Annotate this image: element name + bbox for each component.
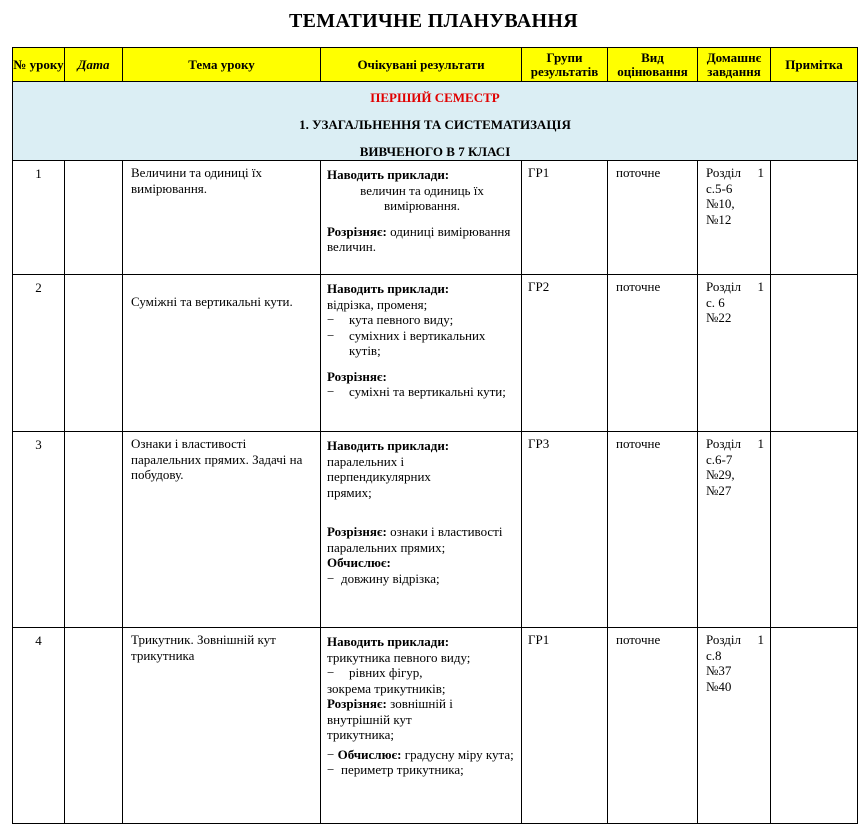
homework-line: №22 (706, 310, 732, 325)
homework-section-number: 1 (757, 436, 764, 451)
lesson-number: 1 (13, 161, 65, 275)
homework-line: №37 (706, 663, 732, 678)
examples-text: трикутника певного виду; (327, 649, 471, 665)
calculates-label: Обчислює: (327, 555, 391, 570)
distinguishes-text: одиниці вимірювання величин. (327, 223, 511, 254)
semester-name: ПЕРШИЙ СЕМЕСТР (370, 90, 500, 105)
lesson-results (321, 628, 522, 824)
distinguishes-text: зовнішній і внутрішній кут трикутника; (327, 696, 453, 742)
lesson-date (65, 628, 123, 824)
header-eval: Вид оцінювання (608, 48, 698, 82)
homework-section-word: Розділ (706, 165, 742, 180)
lesson-date (65, 275, 123, 432)
calculates-item: − периметр трикутника; (327, 762, 464, 777)
header-homework: Домашнє завдання (698, 48, 771, 82)
dash-mark: − (327, 746, 335, 762)
lesson-results (321, 275, 522, 432)
lesson-note (771, 432, 858, 628)
homework-line: №12 (706, 211, 732, 227)
lesson-topic: Трикутник. Зовнішній кут трикутника (123, 628, 321, 824)
homework-line: №10, (706, 196, 735, 211)
evaluation-type: поточне (608, 432, 698, 628)
distinguishes-label: Розрізняє: (327, 524, 387, 539)
distinguishes-text: ознаки і властивості паралельних прямих; (327, 524, 503, 555)
evaluation-type: поточне (608, 275, 698, 432)
lesson-results (321, 432, 522, 628)
homework-line: с.6-7 (706, 451, 733, 467)
lesson-number: 3 (13, 432, 65, 628)
homework (698, 275, 771, 432)
dash-mark: − (327, 384, 335, 399)
evaluation-type: поточне (608, 628, 698, 824)
calculates-text: градусну міру кута; (404, 746, 514, 762)
examples-tail: зокрема трикутників; (327, 680, 446, 696)
examples-item: − кута певного виду; (327, 312, 454, 327)
homework-section-word: Розділ (706, 436, 742, 451)
lesson-number: 4 (13, 628, 65, 824)
distinguishes-line (327, 524, 517, 555)
distinguishes-label: Розрізняє: (327, 223, 387, 239)
homework-section-word: Розділ (706, 632, 742, 647)
lesson-topic: Ознаки і властивості паралельних прямих. Задачі на побудову. (123, 432, 321, 628)
table-row (13, 432, 858, 628)
examples-label: Наводить приклади: (327, 634, 450, 649)
homework-section-word: Розділ (706, 279, 742, 294)
calculates-item: − довжину відрізка; (327, 570, 440, 586)
table-row (13, 161, 858, 275)
homework (698, 161, 771, 275)
dash-mark: − (327, 327, 335, 343)
distinguishes-line (327, 696, 477, 743)
lesson-date (65, 432, 123, 628)
lesson-topic: Суміжні та вертикальні кути. (123, 275, 321, 432)
homework-line: №29, (706, 467, 735, 482)
homework-section-number: 1 (757, 165, 764, 180)
table-row (13, 628, 858, 824)
evaluation-type: поточне (608, 161, 698, 275)
section-title-line1: 1. УЗАГАЛЬНЕННЯ ТА СИСТЕМАТИЗАЦІЯ (299, 116, 571, 132)
distinguishes-label: Розрізняє: (327, 368, 387, 384)
homework-section-number: 1 (757, 279, 764, 294)
header-row (13, 48, 858, 82)
homework-line: с.8 (706, 647, 722, 663)
examples-text: відрізка, променя; (327, 296, 428, 312)
examples-label: Наводить приклади: (327, 167, 450, 182)
lesson-note (771, 628, 858, 824)
planning-table (12, 47, 858, 824)
header-date: Дата (65, 48, 123, 82)
lesson-note (771, 275, 858, 432)
lesson-results (321, 161, 522, 275)
lesson-date (65, 161, 123, 275)
header-topic: Тема уроку (123, 48, 321, 82)
homework-line: №40 (706, 678, 732, 694)
examples-item: − рівних фігур, (327, 665, 423, 680)
result-group: ГР1 (522, 161, 608, 275)
header-results: Очікувані результати (321, 48, 522, 82)
page-title: ТЕМАТИЧНЕ ПЛАНУВАННЯ (289, 10, 578, 32)
dash-mark: − (327, 762, 335, 777)
homework (698, 628, 771, 824)
section-title-line2: ВИВЧЕНОГО В 7 КЛАСІ (359, 144, 511, 159)
result-group: ГР1 (522, 628, 608, 824)
dash-mark: − (327, 665, 335, 680)
lesson-number: 2 (13, 275, 65, 432)
homework-line: с. 6 (706, 294, 725, 310)
homework-section-number: 1 (757, 632, 764, 647)
result-group: ГР2 (522, 275, 608, 432)
table-row (13, 275, 858, 432)
distinguishes-item: − суміхні та вертикальні кути; (327, 384, 506, 399)
semester-row (13, 82, 858, 161)
examples-text: паралельних і перпендикулярних прямих; (327, 453, 431, 500)
header-groups: Групи результатів (522, 48, 608, 82)
examples-text: величин та одиниць їх вимірювання. (360, 182, 484, 213)
distinguishes-label: Розрізняє: (327, 696, 387, 711)
header-num: № уроку (13, 48, 65, 82)
homework-line: №27 (706, 482, 732, 498)
dash-mark: − (327, 312, 335, 327)
lesson-topic: Величини та одиниці їх вимірювання. (123, 161, 321, 275)
examples-item: − суміхних і вертикальних кутів; (327, 327, 486, 358)
result-group: ГР3 (522, 432, 608, 628)
calculates-line (327, 747, 517, 763)
semester-cell (13, 82, 858, 161)
examples-label: Наводить приклади: (327, 438, 450, 453)
lesson-note (771, 161, 858, 275)
examples-label: Наводить приклади: (327, 281, 450, 296)
header-note: Примітка (771, 48, 858, 82)
homework-line: с.5-6 (706, 180, 733, 196)
distinguishes-line (327, 224, 517, 255)
dash-mark: − (327, 570, 335, 586)
calculates-label: Обчислює: (337, 746, 402, 762)
homework (698, 432, 771, 628)
